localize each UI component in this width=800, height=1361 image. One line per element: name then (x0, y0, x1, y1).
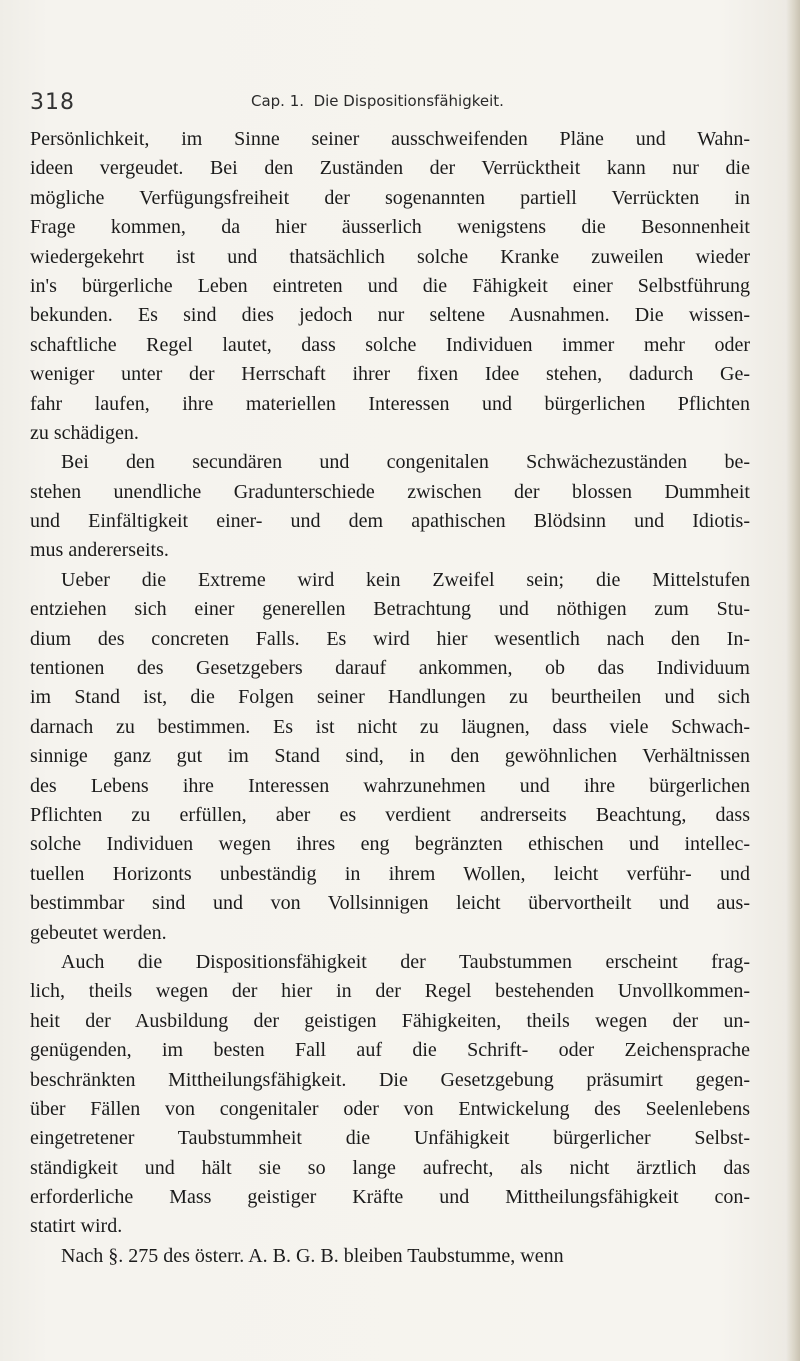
text-line: beschränkten Mittheilungsfähigkeit. Die Gesetzgebung präsumirt gegen- (30, 1068, 750, 1091)
text-line: tentionen des Gesetzgebers darauf ankommen, ob das Individuum (30, 657, 750, 680)
text-line: mögliche Verfügungsfreiheit der sogenannten partiell Verrückten in (30, 186, 750, 209)
page-edge (786, 0, 800, 1361)
text-line: wiedergekehrt ist und thatsächlich solche Kranke zuweilen wieder (30, 245, 750, 268)
text-line: genügenden, im besten Fall auf die Schrift- oder Zeichensprache (30, 1039, 750, 1062)
text-line: des Lebens ihre Interessen wahrzunehmen und ihre bürgerlichen (30, 774, 750, 797)
text-line: über Fällen von congenitaler oder von Entwickelung des Seelenlebens (30, 1097, 750, 1120)
text-line: sinnige ganz gut im Stand sind, in den gewöhnlichen Verhältnissen (30, 745, 750, 768)
text-line: statirt wird. (30, 1215, 123, 1238)
text-line: solche Individuen wegen ihres eng begränzten ethischen und intellec- (30, 833, 750, 856)
text-line: bekunden. Es sind dies jedoch nur seltene Ausnahmen. Die wissen- (30, 304, 750, 327)
text-line: bestimmbar sind und von Vollsinnigen leicht übervortheilt und aus- (30, 892, 750, 915)
text-line: in's bürgerliche Leben eintreten und die Fähigkeit einer Selbstführung (30, 274, 750, 297)
text-line: fahr laufen, ihre materiellen Interessen und bürgerlichen Pflichten (30, 392, 750, 415)
text-line: mus andererseits. (30, 539, 169, 562)
text-line: Frage kommen, da hier äusserlich wenigstens die Besonnenheit (30, 216, 750, 239)
text-line: heit der Ausbildung der geistigen Fähigkeiten, theils wegen der un- (30, 1009, 750, 1032)
text-line: Nach §. 275 des österr. A. B. G. B. bleiben Taubstumme, wenn (61, 1244, 564, 1267)
text-line: Ueber die Extreme wird kein Zweifel sein; die Mittelstufen (61, 568, 750, 591)
text-line: weniger unter der Herrschaft ihrer fixen Idee stehen, dadurch Ge- (30, 363, 750, 386)
text-line: Bei den secundären und congenitalen Schwächezuständen be- (61, 451, 750, 474)
page-header (30, 86, 750, 126)
text-line: ideen vergeudet. Bei den Zuständen der Verrücktheit kann nur die (30, 157, 750, 180)
text-line: schaftliche Regel lautet, dass solche Individuen immer mehr oder (30, 333, 750, 356)
text-line: zu schädigen. (30, 421, 139, 444)
text-line: erforderliche Mass geistiger Kräfte und Mittheilungsfähigkeit con- (30, 1186, 750, 1209)
text-line: gebeutet werden. (30, 921, 167, 944)
text-line: entziehen sich einer generellen Betrachtung und nöthigen zum Stu- (30, 598, 750, 621)
text-line: eingetretener Taubstummheit die Unfähigkeit bürgerlicher Selbst- (30, 1127, 750, 1150)
text-line: dium des concreten Falls. Es wird hier wesentlich nach den In- (30, 627, 750, 650)
text-line: Persönlichkeit, im Sinne seiner ausschweifenden Pläne und Wahn- (30, 128, 750, 150)
text-line: Auch die Dispositionsfähigkeit der Taubstummen erscheint frag- (61, 950, 750, 973)
text-line: im Stand ist, die Folgen seiner Handlungen zu beurtheilen und sich (30, 686, 750, 709)
text-line: und Einfältigkeit einer- und dem apathischen Blödsinn und Idiotis- (30, 510, 750, 533)
text-line: tuellen Horizonts unbeständig in ihrem Wollen, leicht verführ- und (30, 862, 750, 885)
text-line: ständigkeit und hält sie so lange aufrecht, als nicht ärztlich das (30, 1156, 750, 1179)
text-line: lich, theils wegen der hier in der Regel bestehenden Unvollkommen- (30, 980, 750, 1003)
page-number: 318 (30, 90, 75, 115)
text-line: Pflichten zu erfüllen, aber es verdient andrerseits Beachtung, dass (30, 803, 750, 826)
running-head: Cap. 1. Die Dispositionsfähigkeit. (251, 92, 504, 110)
body-text (30, 125, 750, 1271)
text-line: stehen unendliche Gradunterschiede zwischen der blossen Dummheit (30, 480, 750, 503)
text-line: darnach zu bestimmen. Es ist nicht zu läugnen, dass viele Schwach- (30, 715, 750, 738)
